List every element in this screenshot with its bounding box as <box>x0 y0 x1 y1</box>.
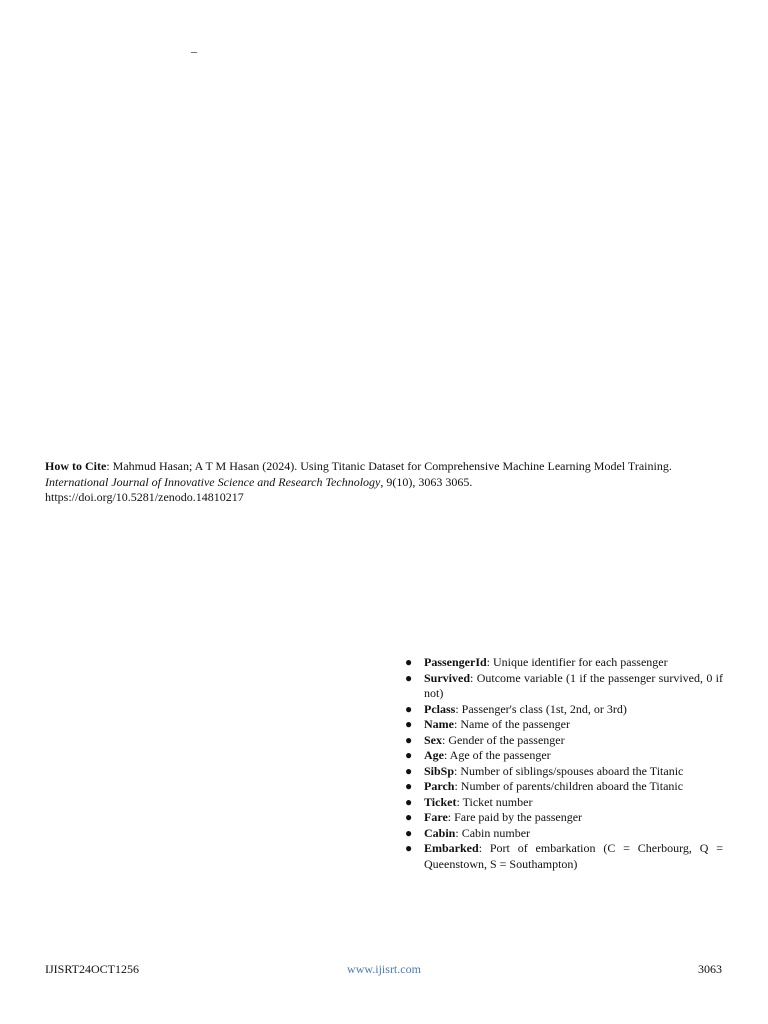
list-item <box>405 717 723 733</box>
variable-description: : Outcome variable (1 if the passenger survived, 0 if not) <box>424 670 723 700</box>
list-item <box>405 795 723 811</box>
variable-term: Embarked <box>424 841 479 855</box>
variable-term: Age <box>424 748 444 762</box>
bullet-icon: ● <box>405 794 413 809</box>
list-item <box>405 748 723 764</box>
variable-description: : Port of embarkation (C = Cherbourg, Q = Queenstown, S = Southampton) <box>424 841 723 871</box>
variable-term: Name <box>424 717 454 731</box>
variable-term: Ticket <box>424 794 457 809</box>
variable-term: Sex <box>424 732 442 747</box>
footer-website-link[interactable]: www.ijisrt.com <box>347 962 421 976</box>
variable-description: : Number of parents/children aboard the Titanic <box>454 779 684 793</box>
list-item <box>405 826 723 842</box>
bullet-icon: ● <box>405 655 413 669</box>
variable-description: : Cabin number <box>455 825 531 840</box>
variable-term: PassengerId <box>424 655 487 669</box>
citation-volume-pages: , 9(10), 3063 3065. <box>380 474 473 489</box>
footer-page-number: 3063 <box>698 962 722 976</box>
variable-description: : Age of the passenger <box>444 748 551 762</box>
how-to-cite <box>45 459 723 506</box>
citation-line-1 <box>45 459 723 475</box>
variable-list <box>405 655 723 872</box>
variable-term: Cabin <box>424 825 456 840</box>
variable-description: : Gender of the passenger <box>442 732 565 747</box>
citation-journal: International Journal of Innovative Science and Research Technology <box>45 474 381 489</box>
list-item <box>405 733 723 749</box>
variable-description: : Name of the passenger <box>454 717 570 731</box>
footer-paper-id: IJISRT24OCT1256 <box>45 962 139 976</box>
bullet-icon: ● <box>405 748 413 762</box>
variable-description: : Passenger's class (1st, 2nd, or 3rd) <box>455 701 627 716</box>
list-item <box>405 779 723 795</box>
bullet-icon: ● <box>405 779 413 793</box>
bullet-icon: ● <box>405 841 413 855</box>
bullet-icon: ● <box>405 717 413 731</box>
citation-authors-title: : Mahmud Hasan; A T M Hasan (2024). Using Titanic Dataset for Comprehensive Machine Learning Model Training. <box>106 459 672 473</box>
list-item <box>405 810 723 826</box>
variable-description: : Fare paid by the passenger <box>447 810 583 824</box>
bullet-icon: ● <box>405 810 413 824</box>
bullet-icon: ● <box>405 763 413 778</box>
list-item <box>405 671 723 702</box>
citation-doi-link[interactable]: https://doi.org/10.5281/zenodo.14810217 <box>45 490 244 504</box>
header-dash: – <box>191 44 197 58</box>
variable-description: : Unique identifier for each passenger <box>486 655 668 669</box>
list-item <box>405 655 723 671</box>
bullet-icon: ● <box>405 825 413 840</box>
citation-label: How to Cite <box>45 459 107 473</box>
variable-term: Pclass <box>424 701 456 716</box>
variable-term: Survived <box>424 670 471 685</box>
variable-description: : Ticket number <box>456 794 533 809</box>
bullet-icon: ● <box>405 670 413 685</box>
variable-term: Parch <box>424 779 455 793</box>
citation-line-2 <box>45 475 723 491</box>
variable-term: Fare <box>424 810 448 824</box>
list-item <box>405 764 723 780</box>
bullet-icon: ● <box>405 732 413 747</box>
variable-term: SibSp <box>424 763 455 778</box>
variable-description: : Number of siblings/spouses aboard the Titanic <box>454 763 684 778</box>
list-item <box>405 841 723 872</box>
bullet-icon: ● <box>405 701 413 716</box>
list-item <box>405 702 723 718</box>
